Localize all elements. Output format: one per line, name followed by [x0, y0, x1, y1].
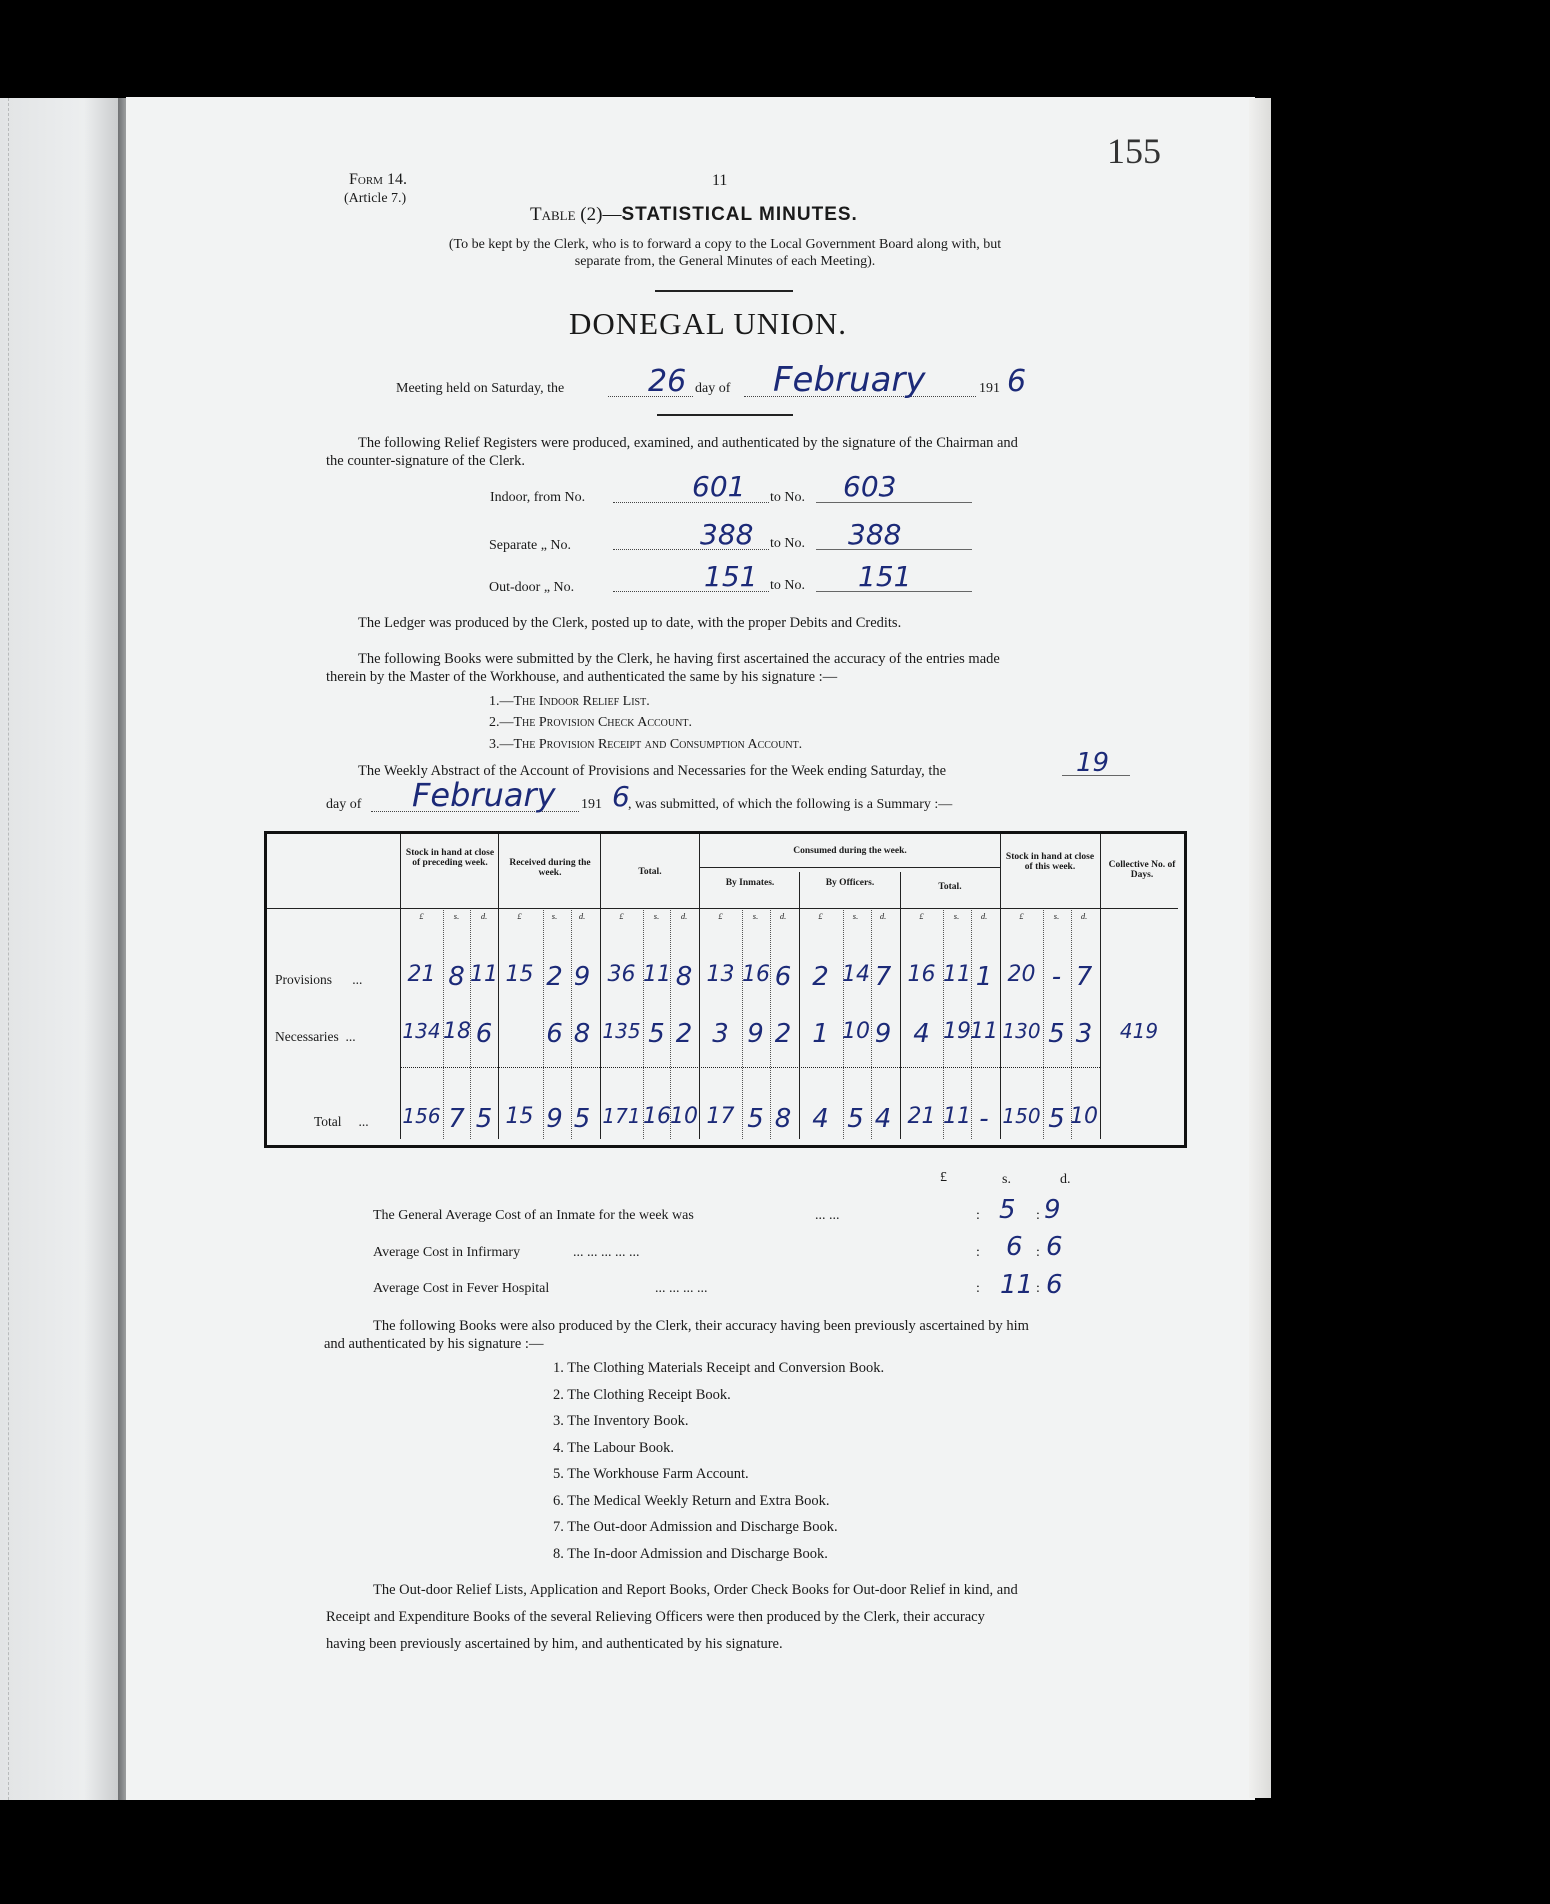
union-title: DONEGAL UNION. [569, 306, 848, 341]
avg-dots: ... ... [815, 1208, 840, 1223]
folio-number: 11 [712, 172, 728, 189]
unit-label: s. [653, 911, 660, 921]
abstract-table [264, 831, 1187, 1148]
avg-colon: : [1036, 1245, 1040, 1260]
master-book-item: 1.—The Indoor Relief List. [489, 694, 650, 709]
abstract-day-of: day of [326, 797, 362, 812]
table-cell: 11 [970, 1019, 998, 1044]
article-label: (Article 7.) [344, 191, 407, 206]
title-rule [655, 290, 793, 292]
ledger-text: The Ledger was produced by the Clerk, posted up to date, with the proper Debits and Credits. [358, 615, 902, 631]
col-divider [1100, 834, 1101, 1139]
table-cell: 2 [546, 962, 563, 992]
master-book-item: 3.—The Provision Receipt and Consumption Account. [489, 737, 803, 752]
table-cell: 150 [1002, 1104, 1041, 1128]
clerk-book-item: 1. The Clothing Materials Receipt and Conversion Book. [553, 1360, 885, 1376]
table-cell: 11 [943, 1104, 971, 1129]
header-stock-prev: Stock in hand at close of preceding week. [405, 848, 495, 868]
table-cell: 135 [602, 1019, 641, 1043]
unit-label: s. [1053, 911, 1060, 921]
table-cell: 18 [443, 1019, 471, 1044]
avg-unit-shillings: s. [1002, 1172, 1011, 1187]
row-divider [699, 867, 1000, 868]
clerk-book-item: 8. The In-door Admission and Discharge Book. [553, 1546, 828, 1562]
clerk-book-item: 4. The Labour Book. [553, 1440, 674, 1456]
register-to-label: to No. [770, 536, 805, 551]
register-from-line [613, 502, 769, 503]
table-cell: 2 [675, 1019, 693, 1049]
register-to: 603 [843, 470, 897, 503]
meeting-year-digit: 6 [1007, 364, 1027, 399]
header-total: Total. [638, 867, 662, 877]
table-cell: 130 [1002, 1019, 1041, 1043]
clerk-book-item: 3. The Inventory Book. [553, 1413, 689, 1429]
year-prefix: 191 [979, 381, 1000, 396]
unit-label: d. [779, 911, 787, 921]
table-cell: 419 [1119, 1019, 1159, 1043]
table-cell: 6 [475, 1019, 493, 1049]
registers-intro-line: The following Relief Registers were produced, examined, and authenticated by the signature of the Chairman and [358, 435, 1018, 451]
row-divider [400, 1067, 1100, 1068]
table-cell: 5 [1048, 1019, 1065, 1049]
closing-line: Receipt and Expenditure Books of the several Relieving Officers were then produced by the Clerk, their accuracy [326, 1609, 985, 1625]
table-cell: 7 [1075, 962, 1093, 992]
col-divider [799, 872, 800, 1139]
unit-label: d. [980, 911, 988, 921]
avg-label: Average Cost in Fever Hospital [373, 1281, 550, 1296]
abstract-summary-text: , was submitted, of which the following is a Summary :— [628, 797, 953, 812]
header-consumed-total: Total. [938, 882, 962, 892]
header-stock-close: Stock in hand at close of this week. [1005, 852, 1095, 872]
books-intro-line: The following Books were submitted by the Clerk, he having first ascertained the accuracy of the entries made [358, 651, 1000, 667]
unit-label: d. [1080, 911, 1088, 921]
table-cell: 21 [407, 962, 436, 987]
header-consumed: Consumed during the week. [793, 846, 907, 856]
binding-stitch [8, 98, 9, 1800]
avg-label: The General Average Cost of an Inmate for the week was [373, 1208, 694, 1223]
table-cell: 5 [648, 1019, 665, 1049]
meeting-month: February [773, 360, 926, 400]
meeting-day: 26 [648, 364, 687, 399]
avg-colon: : [976, 1208, 980, 1223]
table-cell: 7 [448, 1104, 465, 1134]
table-cell: 10 [842, 1019, 870, 1044]
abstract-year-digit: 6 [612, 780, 630, 813]
register-label: Separate „ No. [489, 538, 572, 553]
unit-label: £ [718, 911, 723, 921]
register-from: 151 [704, 560, 758, 593]
unit-label: d. [480, 911, 488, 921]
instruction-line: separate from, the General Minutes of each Meeting). [574, 254, 876, 269]
table-cell: 3 [1075, 1019, 1093, 1049]
table-cell: 11 [643, 962, 671, 987]
table-cell: 16 [742, 962, 770, 987]
clerk-books-intro-line: The following Books were also produced by the Clerk, their accuracy having been previously ascertained by him [373, 1318, 1029, 1334]
clerk-book-item: 5. The Workhouse Farm Account. [553, 1466, 749, 1482]
avg-colon: : [1036, 1208, 1040, 1223]
unit-label: s. [953, 911, 960, 921]
abstract-text: The Weekly Abstract of the Account of Provisions and Necessaries for the Week ending Saturday, the [358, 763, 947, 779]
unit-label: s. [453, 911, 460, 921]
form-label: Form 14. [349, 171, 407, 188]
row-label-provisions: Provisions ... [275, 972, 363, 987]
unit-label: £ [818, 911, 823, 921]
table-cell: 6 [546, 1019, 563, 1049]
row-divider [267, 908, 1178, 909]
table-cell: 8 [448, 962, 465, 992]
table-cell: 8 [774, 1104, 792, 1134]
register-to-label: to No. [770, 490, 805, 505]
table-cell: 20 [1007, 962, 1036, 987]
avg-pence: 6 [1046, 1270, 1063, 1300]
table-cell: 5 [475, 1104, 493, 1134]
avg-unit-pound: £ [940, 1170, 947, 1185]
table-cell: 9 [747, 1019, 764, 1049]
row-label-text: Provisions [275, 972, 333, 987]
meeting-prefix: Meeting held on Saturday, the [396, 381, 565, 396]
table-label: Table (2)— [530, 204, 622, 225]
unit-label: £ [919, 911, 924, 921]
clerk-book-item: 7. The Out-door Admission and Discharge Book. [553, 1519, 838, 1535]
instruction [355, 236, 1095, 270]
table-cell: 2 [774, 1019, 792, 1049]
table-cell: 5 [1048, 1104, 1065, 1134]
table-heading [530, 204, 858, 226]
instruction-line: (To be kept by the Clerk, who is to forward a copy to the Local Government Board along with, but [448, 237, 1002, 252]
table-cell: - [1051, 962, 1062, 992]
table-cell: 171 [602, 1104, 641, 1128]
avg-colon: : [976, 1281, 980, 1296]
unit-label: s. [752, 911, 759, 921]
table-cell: 1 [975, 962, 993, 992]
table-cell: 11 [943, 962, 971, 987]
avg-shillings: 5 [999, 1195, 1016, 1225]
avg-shillings: 11 [1000, 1270, 1034, 1300]
facing-page [0, 98, 120, 1800]
table-cell: 15 [505, 1104, 534, 1129]
table-cell: 5 [573, 1104, 591, 1134]
table-cell: 9 [874, 1019, 892, 1049]
unit-label: d. [879, 911, 887, 921]
avg-pence: 6 [1046, 1232, 1063, 1262]
table-cell: 10 [1070, 1104, 1098, 1129]
row-label-text: Total [314, 1114, 342, 1129]
register-from: 601 [692, 470, 746, 503]
table-cell: 16 [643, 1104, 671, 1129]
unit-label: £ [619, 911, 624, 921]
avg-pence: 9 [1044, 1195, 1061, 1225]
table-cell: 5 [747, 1104, 764, 1134]
closing-line: The Out-door Relief Lists, Application and Report Books, Order Check Books for Out-door Relief in kind, and [373, 1582, 1018, 1598]
avg-shillings: 6 [1006, 1232, 1023, 1262]
clerk-book-item: 2. The Clothing Receipt Book. [553, 1387, 731, 1403]
abstract-month: February [412, 776, 556, 814]
unit-label: d. [680, 911, 688, 921]
row-label-necessaries: Necessaries ... [275, 1029, 356, 1044]
avg-colon: : [976, 1245, 980, 1260]
avg-label: Average Cost in Infirmary [373, 1245, 521, 1260]
register-label: Indoor, from No. [490, 490, 586, 505]
abstract-day: 19 [1076, 748, 1110, 778]
row-label-total: Total ... [314, 1114, 369, 1129]
unit-label: s. [551, 911, 558, 921]
table-cell: 4 [812, 1104, 829, 1134]
table-cell: 7 [874, 962, 892, 992]
avg-dots: ... ... ... ... [655, 1281, 708, 1296]
table-cell: 4 [874, 1104, 892, 1134]
table-cell: 36 [607, 962, 636, 987]
closing-line: having been previously ascertained by him, and authenticated by his signature. [326, 1636, 783, 1652]
avg-colon: : [1036, 1281, 1040, 1296]
table-cell: 1 [812, 1019, 829, 1049]
page-number: 155 [1107, 131, 1161, 171]
header-by-inmates: By Inmates. [725, 878, 775, 888]
unit-label: d. [578, 911, 586, 921]
page-edge [1249, 98, 1271, 1798]
table-cell: 16 [907, 962, 936, 987]
table-cell: 5 [847, 1104, 864, 1134]
abstract-year-prefix: 191 [581, 797, 602, 812]
header-by-officers: By Officers. [825, 878, 875, 888]
col-divider [900, 872, 901, 1139]
table-cell: 11 [470, 962, 498, 987]
table-cell: 3 [712, 1019, 729, 1049]
register-to-label: to No. [770, 578, 805, 593]
header-received: Received during the week. [509, 858, 591, 878]
unit-label: £ [1019, 911, 1024, 921]
avg-dots: ... ... ... ... ... [573, 1245, 640, 1260]
table-title: STATISTICAL MINUTES. [621, 204, 858, 225]
table-cell: 10 [670, 1104, 698, 1129]
table-cell: 14 [842, 962, 870, 987]
table-cell: 21 [907, 1104, 936, 1129]
table-cell: 17 [706, 1104, 735, 1129]
register-to: 151 [858, 560, 912, 593]
unit-label: s. [852, 911, 859, 921]
table-cell: 9 [573, 962, 591, 992]
clerk-books-intro-line: and authenticated by his signature :— [324, 1336, 544, 1352]
table-cell: 2 [812, 962, 829, 992]
meeting-rule [657, 414, 793, 416]
books-intro-line: therein by the Master of the Workhouse, and authenticated the same by his signature :— [326, 669, 838, 685]
register-to: 388 [848, 518, 902, 551]
unit-label: £ [419, 911, 424, 921]
table-cell: - [979, 1104, 989, 1134]
register-label: Out-door „ No. [489, 580, 575, 595]
table-cell: 15 [505, 962, 534, 987]
header-collective: Collective No. of Days. [1108, 860, 1176, 880]
table-cell: 8 [675, 962, 693, 992]
table-cell: 19 [943, 1019, 971, 1044]
register-from: 388 [700, 518, 754, 551]
table-cell: 8 [573, 1019, 591, 1049]
table-cell: 4 [913, 1019, 930, 1049]
registers-intro-line: the counter-signature of the Clerk. [326, 453, 526, 469]
row-label-text: Necessaries [275, 1029, 339, 1044]
unit-label: £ [517, 911, 522, 921]
avg-unit-pence: d. [1060, 1172, 1071, 1187]
table-cell: 9 [546, 1104, 563, 1134]
clerk-book-item: 6. The Medical Weekly Return and Extra Book. [553, 1493, 830, 1509]
day-of-label: day of [695, 381, 731, 396]
table-cell: 156 [402, 1104, 441, 1128]
table-cell: 6 [774, 962, 792, 992]
master-book-item: 2.—The Provision Check Account. [489, 715, 692, 730]
table-cell: 134 [402, 1019, 441, 1043]
table-cell: 13 [706, 962, 735, 987]
